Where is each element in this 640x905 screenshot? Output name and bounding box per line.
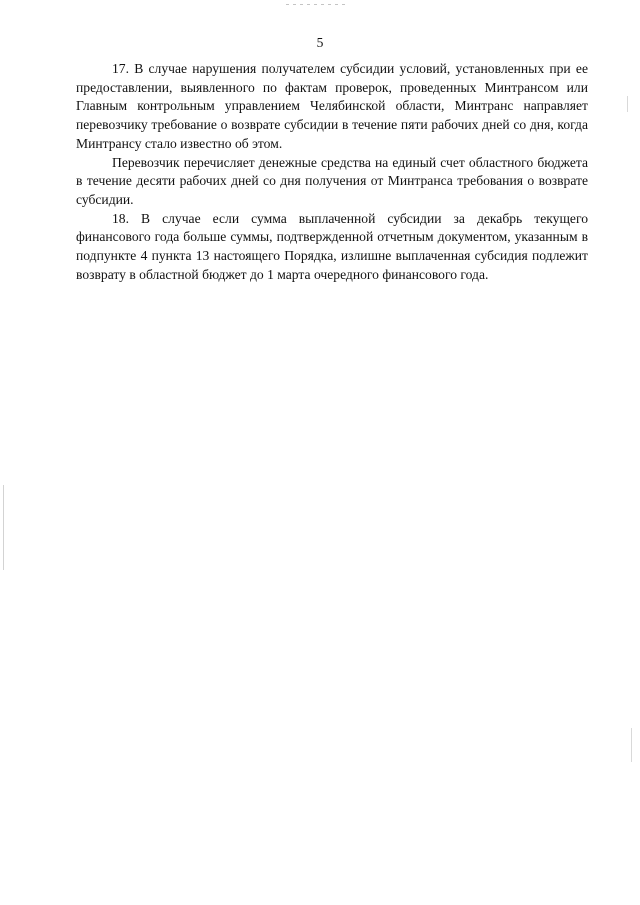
scan-artifact-right-bottom	[631, 728, 632, 762]
scan-artifact-right-top	[627, 96, 628, 112]
paragraph-18: 18. В случае если сумма выплаченной субсидии за декабрь текущего финансового года больше суммы, подтвержденной отчетным документом, указанным в подпункте 4 пункта 13 настоящего Порядка, излишне выплаченная субсидия подлежит возврату в областной бюджет до 1 марта очередного финансового года.	[76, 210, 588, 282]
document-body	[76, 60, 588, 284]
paragraph-17: 17. В случае нарушения получателем субсидии условий, установленных при ее предоставлении, выявленного по фактам проверок, проведенных Минтрансом или Главным контрольным управлением Челябинской области, Минтранс направляет перевозчику требование о возврате субсидии в течение пяти рабочих дней со дня, когда Минтрансу стало известно об этом.	[76, 61, 588, 151]
paragraph-refund-transfer: Перевозчик перечисляет денежные средства на единый счет областного бюджета в течение десяти рабочих дней со дня получения от Минтранса требования о возврате субсидии.	[76, 154, 588, 207]
scan-artifact-left	[3, 485, 4, 570]
page-number: 5	[316, 35, 324, 50]
scan-artifact-top	[286, 4, 348, 5]
